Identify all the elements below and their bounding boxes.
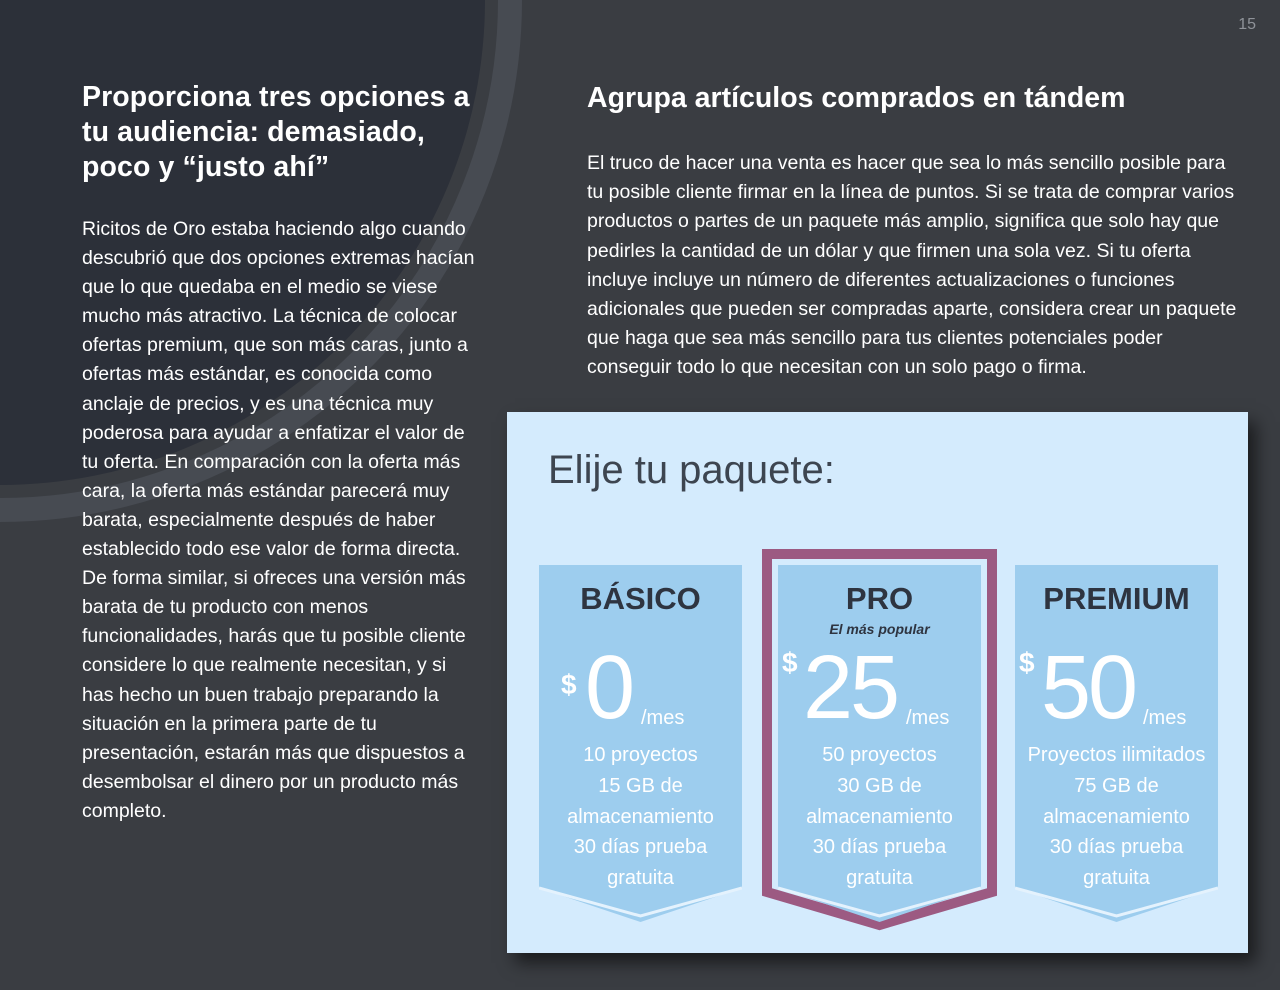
feature-projects: Proyectos ilimitados	[1027, 744, 1206, 766]
right-body-text: El truco de hacer una venta es hacer que sea lo más sencillo posible para tu posible cliente firmar en la línea de puntos. Si se trata de comprar varios productos o partes de un paquete más amplio, significa que solo hay que pedirles la cantidad de un dólar y que firmen una sola vez. Si tu oferta incluye incluye un número de diferentes actualizaciones o funciones adicionales que pueden ser compradas aparte, considera crear un paquete que haga que sea más sencillo para tus clientes potenciales poder conseguir todo lo que necesitan con un solo pago o firma.	[587, 152, 1237, 379]
price-currency: $	[782, 647, 798, 678]
feature-storage-line2: almacenamiento	[1043, 805, 1190, 828]
feature-trial-line1: 30 días prueba	[573, 836, 708, 859]
right-heading: Agrupa artículos comprados en tándem	[587, 82, 1126, 114]
right-column	[587, 80, 1247, 383]
plan-name: PRO	[845, 581, 914, 616]
price-amount: 0	[585, 638, 633, 738]
price-amount: 50	[1041, 638, 1136, 738]
price-period: /mes	[641, 707, 685, 729]
feature-storage-line1: 15 GB de	[598, 774, 683, 797]
plan-features	[539, 740, 742, 894]
price-period: /mes	[1143, 707, 1187, 729]
plan-card-pro[interactable]	[778, 565, 981, 922]
feature-trial-line1: 30 días prueba	[1049, 836, 1184, 859]
pricing-panel	[507, 412, 1248, 953]
price-currency: $	[1019, 647, 1035, 678]
plan-card-premium[interactable]	[1015, 565, 1218, 922]
feature-storage-line1: 75 GB de	[1074, 774, 1159, 797]
feature-trial-line2: gratuita	[846, 867, 913, 890]
feature-projects: 50 proyectos	[822, 744, 937, 766]
feature-storage-line2: almacenamiento	[567, 805, 714, 828]
left-column	[82, 80, 482, 826]
page-number: 15	[1238, 16, 1256, 33]
feature-trial-line2: gratuita	[1083, 867, 1150, 890]
feature-trial-line2: gratuita	[607, 867, 674, 890]
most-popular-badge: El más popular	[829, 621, 930, 637]
feature-storage-line2: almacenamiento	[806, 805, 953, 828]
feature-trial-line1: 30 días prueba	[812, 836, 947, 859]
price-currency: $	[561, 669, 577, 700]
feature-storage-line1: 30 GB de	[837, 774, 922, 797]
left-body-text: Ricitos de Oro estaba haciendo algo cuando descubrió que dos opciones extremas hacían que lo que quedaba en el medio se viese mucho más atractivo. La técnica de colocar ofertas premium, que son más caras, junto a ofertas más estándar, es conocida como anclaje de precios, y es una técnica muy poderosa para ayudar a enfatizar el valor de tu oferta. En comparación con la oferta más cara, la oferta más estándar parecerá muy barata, especialmente después de haber establecido todo ese valor de forma directa. De forma similar, si ofreces una versión más barata de tu producto con menos funcionalidades, harás que tu posible cliente considere lo que realmente necesitan, y si has hecho un buen trabajo preparando la situación en la primera parte de tu presentación, estarán más que dispuestos a desembolsar el dinero por un producto más completo.	[82, 218, 475, 822]
price-period: /mes	[906, 707, 950, 729]
plan-features	[778, 740, 981, 894]
feature-projects: 10 proyectos	[583, 744, 698, 766]
plan-card-basico[interactable]	[539, 565, 742, 922]
plan-name: BÁSICO	[580, 581, 701, 616]
pricing-title: Elije tu paquete:	[548, 448, 835, 492]
price-amount: 25	[803, 638, 898, 738]
left-heading: Proporciona tres opciones a tu audiencia: demasiado, poco y “justo ahí”	[82, 81, 470, 183]
plan-name: PREMIUM	[1043, 581, 1190, 616]
plan-features	[1015, 740, 1218, 894]
